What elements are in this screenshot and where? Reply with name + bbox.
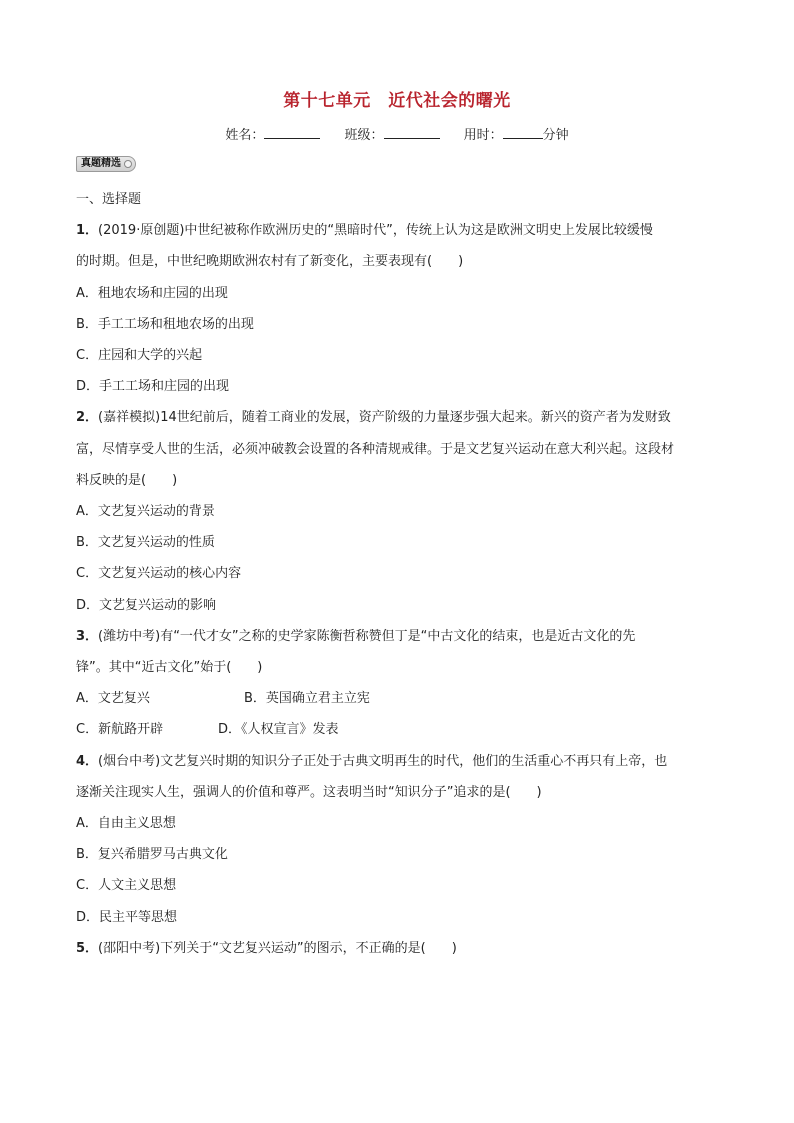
question-text: (潍坊中考)有“一代才女”之称的史学家陈衡哲称赞但丁是“中古文化的结束，也是近古文化的先 xyxy=(98,628,636,644)
option-d: D．《人权宣言》发表 xyxy=(218,722,339,738)
question-content xyxy=(76,184,720,964)
name-blank[interactable] xyxy=(264,126,320,139)
question-line xyxy=(76,621,720,652)
question-line xyxy=(76,933,720,964)
question-text: (烟台中考)文艺复兴时期的知识分子正处于古典文明再生的时代，他们的生活重心不再只有上帝，也 xyxy=(98,753,668,769)
option-b: B．文艺复兴运动的性质 xyxy=(76,535,215,551)
time-unit: 分钟 xyxy=(542,128,569,143)
question-text: 的时期。但是，中世纪晚期欧洲农村有了新变化，主要表现有( ) xyxy=(76,254,464,270)
option-a: A．文艺复兴 xyxy=(76,691,150,707)
option-b: B．手工工场和租地农场的出现 xyxy=(76,316,254,332)
section-heading: 一、选择题 xyxy=(76,192,142,207)
time-blank[interactable] xyxy=(503,126,543,139)
option-c: C．文艺复兴运动的核心内容 xyxy=(76,566,242,582)
question-line xyxy=(76,746,720,777)
question-number: 2． xyxy=(76,410,99,426)
time-label: 用时： xyxy=(463,128,503,143)
question-number: 4． xyxy=(76,753,99,769)
page-title: 第十七单元 近代社会的曙光 xyxy=(283,91,511,111)
options-row xyxy=(76,714,720,745)
option-a: A．自由主义思想 xyxy=(76,816,176,832)
question-number: 1． xyxy=(76,223,99,239)
question-text: 料反映的是( ) xyxy=(76,472,178,488)
name-label: 姓名： xyxy=(225,128,265,143)
option-c: C．新航路开辟 xyxy=(76,722,164,738)
question-text: (2019·原创题)中世纪被称作欧洲历史的“黑暗时代”，传统上认为这是欧洲文明史上发展比较缓慢 xyxy=(98,223,653,239)
question-line xyxy=(76,402,720,433)
question-text: 锋”。其中“近古文化”始于( ) xyxy=(76,660,263,676)
option-b: B．英国确立君主立宪 xyxy=(244,691,370,707)
question-number: 5． xyxy=(76,940,99,956)
question-number: 3． xyxy=(76,628,99,644)
section-tag-label: 真题精选 xyxy=(81,158,121,169)
time-field xyxy=(464,128,569,143)
options-row xyxy=(76,683,720,714)
option-d: D．文艺复兴运动的影响 xyxy=(76,597,217,613)
option-c: C．人文主义思想 xyxy=(76,878,177,894)
question-line xyxy=(76,215,720,246)
question-text: (嘉祥模拟)14世纪前后，随着工商业的发展，资产阶级的力量逐步强大起来。新兴的资产者为发财致 xyxy=(98,410,671,426)
option-d: D．民主平等思想 xyxy=(76,909,178,925)
question-text: 逐渐关注现实人生，强调人的价值和尊严。这表明当时“知识分子”追求的是( ) xyxy=(76,784,542,800)
class-blank[interactable] xyxy=(384,126,440,139)
tag-circle-icon xyxy=(124,160,132,168)
question-text: (邵阳中考)下列关于“文艺复兴运动”的图示，不正确的是( ) xyxy=(98,940,457,956)
class-label: 班级： xyxy=(344,128,384,143)
question-text: 富，尽情享受人世的生活，必须冲破教会设置的各种清规戒律。于是文艺复兴运动在意大利兴起。这段材 xyxy=(76,441,675,457)
student-info-line xyxy=(0,124,794,143)
name-field xyxy=(225,128,324,143)
class-field xyxy=(344,128,443,143)
option-c: C．庄园和大学的兴起 xyxy=(76,348,203,364)
option-b: B．复兴希腊罗马古典文化 xyxy=(76,847,228,863)
option-d: D．手工工场和庄园的出现 xyxy=(76,379,230,395)
option-a: A．文艺复兴运动的背景 xyxy=(76,504,215,520)
option-a: A．租地农场和庄园的出现 xyxy=(76,285,228,301)
section-tag xyxy=(76,156,136,172)
